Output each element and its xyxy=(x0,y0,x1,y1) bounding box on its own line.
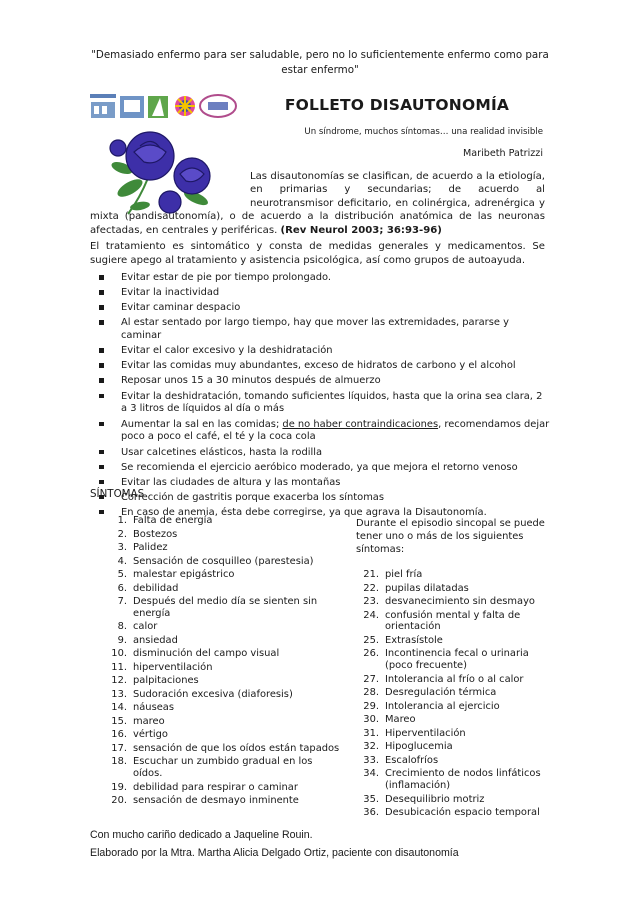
symptom-number: 18. xyxy=(111,756,127,768)
symptom-text: debilidad xyxy=(133,582,179,594)
symptom-number: 2. xyxy=(117,528,127,540)
symptom-item xyxy=(355,741,555,753)
symptom-text: Sudoración excesiva (diaforesis) xyxy=(133,688,293,700)
symptom-number: 31. xyxy=(363,727,379,739)
symptom-item xyxy=(103,542,343,554)
symptoms-list-left xyxy=(103,515,343,809)
symptom-item xyxy=(355,687,555,699)
symptom-number: 20. xyxy=(111,795,127,807)
symptom-text: Incontinencia fecal o urinaria (poco frecuente) xyxy=(385,648,529,672)
recommendations-list xyxy=(90,272,550,522)
square-bullet-icon xyxy=(99,480,104,485)
symptom-item xyxy=(355,635,555,647)
logo-4-icon xyxy=(175,96,195,116)
treatment-paragraph: El tratamiento es sintomático y consta de medidas generales y medicamentos. Se sugiere apego al tratamiento y asistencia psicológica, así como grupos de autoayuda. xyxy=(90,241,545,266)
list-item-text: Corrección de gastritis porque exacerba los síntomas xyxy=(121,491,385,503)
symptom-item xyxy=(103,756,343,780)
list-item-text: Evitar la inactividad xyxy=(121,287,220,299)
list-item xyxy=(90,287,550,300)
symptoms-heading: SÍNTOMAS xyxy=(90,488,145,500)
symptom-text: ansiedad xyxy=(133,634,178,646)
symptom-number: 7. xyxy=(117,596,127,607)
symptom-number: 30. xyxy=(363,714,379,726)
list-item xyxy=(90,360,550,373)
list-item xyxy=(90,345,550,358)
symptom-item xyxy=(355,610,555,634)
page-title: FOLLETO DISAUTONOMÍA xyxy=(284,96,510,114)
symptom-number: 26. xyxy=(363,648,379,660)
symptom-number: 6. xyxy=(117,582,127,594)
symptom-text: desvanecimiento sin desmayo xyxy=(385,596,535,607)
symptom-text: Hipoglucemia xyxy=(385,741,453,753)
list-item xyxy=(90,477,550,490)
symptom-number: 22. xyxy=(363,582,379,594)
symptom-item xyxy=(355,596,555,608)
symptom-text: Desregulación térmica xyxy=(385,687,497,699)
symptom-item xyxy=(103,515,343,527)
symptom-text: debilidad para respirar o caminar xyxy=(133,781,298,793)
list-item-text: Evitar la deshidratación, tomando suficientes líquidos, hasta que la orina sea clara, 2 a 3 litros de líquidos al día o más xyxy=(121,390,543,415)
symptom-item xyxy=(355,701,555,713)
symptom-text: Hiperventilación xyxy=(385,727,466,739)
symptom-item xyxy=(103,621,343,633)
symptom-text: náuseas xyxy=(133,702,174,714)
list-item xyxy=(90,317,550,343)
logo-5-icon xyxy=(200,95,236,117)
symptom-text: Desubicación espacio temporal xyxy=(385,807,540,819)
list-item-text: En caso de anemia, ésta debe corregirse, ya que agrava la Disautonomía. xyxy=(121,506,487,518)
symptom-text: Desequilibrio motriz xyxy=(385,793,485,805)
symptom-number: 33. xyxy=(363,754,379,766)
symptom-text: Escuchar un zumbido gradual en los oídos. xyxy=(133,756,313,780)
square-bullet-icon xyxy=(99,305,104,310)
logo-3-icon xyxy=(148,96,168,118)
logo-2-icon xyxy=(120,96,144,118)
dedication: Con mucho cariño dedicado a Jaqueline Rouin. xyxy=(90,829,313,841)
symptom-item xyxy=(103,795,343,807)
symptom-text: hiperventilación xyxy=(133,661,213,673)
symptom-number: 3. xyxy=(117,542,127,553)
symptom-item xyxy=(103,648,343,660)
author-name: Maribeth Patrizzi xyxy=(463,148,543,159)
list-item xyxy=(90,302,550,315)
list-item-text: Reposar unos 15 a 30 minutos después de almuerzo xyxy=(121,375,381,387)
symptom-item xyxy=(355,768,555,792)
square-bullet-icon xyxy=(99,348,104,353)
symptom-text: Falta de energía xyxy=(133,515,213,526)
symptom-item xyxy=(103,702,343,714)
symptom-text: Sensación de cosquilleo (parestesia) xyxy=(133,555,314,567)
symptom-item xyxy=(103,596,343,620)
symptom-item xyxy=(355,583,555,595)
list-item xyxy=(90,492,550,505)
syncope-intro: Durante el episodio sincopal se puede tener uno o más de los siguientes síntomas: xyxy=(356,518,545,555)
list-item xyxy=(90,447,550,460)
symptom-item xyxy=(355,569,555,581)
symptom-item xyxy=(355,794,555,806)
square-bullet-icon xyxy=(99,450,104,455)
square-bullet-icon xyxy=(99,290,104,295)
symptom-item xyxy=(103,743,343,755)
symptom-text: piel fría xyxy=(385,569,423,580)
list-item xyxy=(90,375,550,388)
symptom-number: 14. xyxy=(111,702,127,714)
square-bullet-icon xyxy=(99,394,104,399)
symptom-number: 12. xyxy=(111,675,127,687)
symptom-number: 28. xyxy=(363,687,379,699)
list-item xyxy=(90,391,550,417)
symptom-number: 15. xyxy=(111,715,127,727)
symptom-text: mareo xyxy=(133,715,165,727)
square-bullet-icon xyxy=(99,422,104,427)
symptom-number: 27. xyxy=(363,673,379,685)
symptom-item xyxy=(103,675,343,687)
list-item-text: Evitar estar de pie por tiempo prolongado. xyxy=(121,272,332,283)
symptom-text: Después del medio día se sienten sin energía xyxy=(133,596,318,619)
symptom-number: 35. xyxy=(363,793,379,805)
symptom-item xyxy=(355,755,555,767)
symptom-number: 21. xyxy=(363,569,379,580)
symptom-item xyxy=(103,569,343,581)
list-item-text: Evitar las ciudades de altura y las montañas xyxy=(121,476,341,488)
list-item-text: Se recomienda el ejercicio aeróbico moderado, ya que mejora el retorno venoso xyxy=(121,461,518,473)
symptom-item xyxy=(103,689,343,701)
list-item-text: Al estar sentado por largo tiempo, hay que mover las extremidades, pararse y caminar xyxy=(121,317,509,342)
symptom-number: 32. xyxy=(363,741,379,753)
symptom-text: palpitaciones xyxy=(133,675,199,687)
symptom-number: 24. xyxy=(363,609,379,621)
symptom-item xyxy=(103,729,343,741)
list-item xyxy=(90,462,550,475)
symptom-text: confusión mental y falta de orientación xyxy=(385,609,521,633)
credit: Elaborado por la Mtra. Martha Alicia Delgado Ortiz, paciente con disautonomía xyxy=(90,847,459,859)
symptom-text: calor xyxy=(133,621,158,633)
symptom-item xyxy=(103,556,343,568)
list-item xyxy=(90,419,550,445)
symptom-number: 19. xyxy=(111,781,127,793)
symptom-number: 25. xyxy=(363,634,379,646)
symptom-item xyxy=(355,728,555,740)
symptom-text: sensación de que los oídos están tapados xyxy=(133,742,340,754)
list-item xyxy=(90,272,550,285)
symptom-number: 1. xyxy=(117,515,127,526)
image-wrap-spacer xyxy=(90,170,250,210)
square-bullet-icon xyxy=(99,320,104,325)
symptom-text: Palidez xyxy=(133,542,168,553)
symptom-text: Bostezos xyxy=(133,528,178,540)
symptom-item xyxy=(355,674,555,686)
list-item-text: Usar calcetines elásticos, hasta la rodilla xyxy=(121,446,322,458)
symptom-text: Intolerancia al frío o al calor xyxy=(385,673,524,685)
intro-paragraph xyxy=(90,170,545,237)
symptom-item xyxy=(103,782,343,794)
header-quote: "Demasiado enfermo para ser saludable, pero no lo suficientemente enfermo como para estar enfermo" xyxy=(91,49,549,76)
symptom-number: 36. xyxy=(363,807,379,819)
list-item-text: , recomendamos dejar poco a poco el café, el té y la coca cola xyxy=(121,418,550,443)
symptom-text: Escalofríos xyxy=(385,754,439,766)
underlined-text: de no haber contraindicaciones xyxy=(282,418,439,430)
symptom-number: 34. xyxy=(363,768,379,780)
symptom-text: Crecimiento de nodos linfáticos (inflamación) xyxy=(385,768,541,792)
symptom-number: 9. xyxy=(117,634,127,646)
symptom-number: 17. xyxy=(111,742,127,754)
square-bullet-icon xyxy=(99,510,104,515)
logo-1-icon xyxy=(90,94,116,118)
square-bullet-icon xyxy=(99,363,104,368)
symptom-number: 4. xyxy=(117,555,127,567)
symptom-item xyxy=(103,583,343,595)
page-subtitle: Un síndrome, muchos síntomas… una realidad invisible xyxy=(304,127,543,137)
symptom-number: 16. xyxy=(111,729,127,741)
symptom-number: 5. xyxy=(117,569,127,580)
symptom-text: Extrasístole xyxy=(385,634,443,646)
symptom-number: 11. xyxy=(111,661,127,673)
symptom-item xyxy=(355,648,555,672)
symptom-item xyxy=(103,635,343,647)
symptom-item xyxy=(103,529,343,541)
citation: (Rev Neurol 2003; 36:93-96) xyxy=(280,224,442,236)
symptom-item xyxy=(103,716,343,728)
symptom-number: 13. xyxy=(111,688,127,700)
symptom-number: 10. xyxy=(111,648,127,660)
square-bullet-icon xyxy=(99,275,104,280)
list-item-text: Aumentar la sal en las comidas; xyxy=(121,418,283,430)
square-bullet-icon xyxy=(99,378,104,383)
list-item-text: Evitar caminar despacio xyxy=(121,302,241,314)
symptom-text: malestar epigástrico xyxy=(133,569,235,580)
symptom-number: 8. xyxy=(117,621,127,633)
list-item-text: Evitar las comidas muy abundantes, exceso de hidratos de carbono y el alcohol xyxy=(121,360,516,372)
symptom-text: pupilas dilatadas xyxy=(385,582,469,594)
symptom-text: Mareo xyxy=(385,714,416,726)
symptom-item xyxy=(103,662,343,674)
symptom-item xyxy=(355,714,555,726)
symptom-number: 29. xyxy=(363,700,379,712)
square-bullet-icon xyxy=(99,465,104,470)
symptom-number: 23. xyxy=(363,596,379,607)
symptom-item xyxy=(355,807,555,819)
symptom-text: Intolerancia al ejercicio xyxy=(385,700,500,712)
list-item-text: Evitar el calor excesivo y la deshidratación xyxy=(121,345,333,357)
intro-text: Las disautonomías se clasifican, de acuerdo a la etiología, en primarias y secundarias; de acuerdo al neurotransmisor deficitario, en colinérgica, adrenérgica y mixta (pandisautonomía), o de acuerdo a la distribución anatómica de las neuronas afectadas, en centrales y periféricas. xyxy=(90,171,545,236)
symptom-text: sensación de desmayo inminente xyxy=(133,795,299,807)
symptoms-list-right xyxy=(355,569,555,821)
symptom-text: disminución del campo visual xyxy=(133,648,280,660)
symptom-text: vértigo xyxy=(133,729,168,741)
